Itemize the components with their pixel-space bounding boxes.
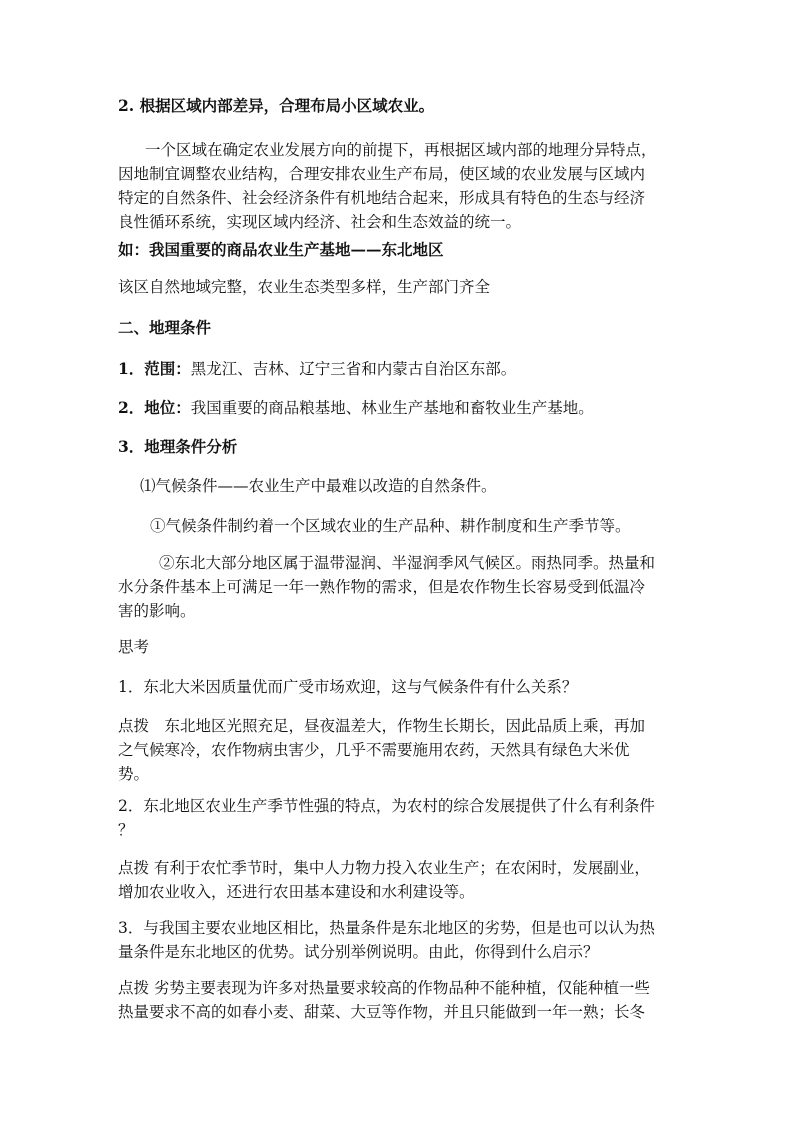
section2-line: 良性循环系统，实现区域内经济、社会和生态效益的统一。 [118, 213, 522, 231]
climate-point-2-line: 水分条件基本上可满足一年一熟作物的需求，但是农作物生长容易受到低温冷 [118, 578, 646, 596]
geo-conditions-heading: 二、地理条件 [118, 318, 212, 337]
analysis-heading: 3．地理条件分析 [118, 437, 238, 456]
section2-line: 因地制宜调整农业结构，合理安排农业生产布局，使区域的农业发展与区域内 [118, 165, 646, 183]
example-heading: 如：我国重要的商品农业生产基地——东北地区 [118, 240, 444, 259]
section2-heading: 2. 根据区域内部差异，合理布局小区域农业。 [118, 96, 435, 115]
answer-3-line: 热量要求不高的如春小麦、甜菜、大豆等作物，并且只能做到一年一熟；长冬 [118, 1003, 646, 1021]
answer-1-line: 势。 [118, 765, 150, 783]
answer-1-line: 之气候寒冷，农作物病虫害少，几乎不需要施用农药，天然具有绿色大米优 [118, 741, 630, 759]
section2-line: 特定的自然条件、社会经济条件有机地结合起来，形成具有特色的生态与经济 [118, 189, 646, 207]
example-intro: 该区自然地域完整，农业生态类型多样，生产部门齐全 [118, 278, 491, 296]
question-1: 1．东北大米因质量优而广受市场欢迎，这与气候条件有什么关系？ [118, 678, 578, 696]
question-3-line: 3．与我国主要农业地区相比，热量条件是东北地区的劣势，但是也可以认为热 [118, 919, 655, 937]
answer-2-line: 点拨 有利于农忙季节时，集中人力物力投入农业生产；在农闲时，发展副业， [118, 859, 650, 877]
scope-text: 黑龙江、吉林、辽宁三省和内蒙古自治区东部。 [190, 360, 517, 378]
think-label: 思考 [118, 638, 150, 656]
climate-point-1: ①气候条件制约着一个区域农业的生产品种、耕作制度和生产季节等。 [150, 517, 631, 535]
answer-3-line: 点拨 劣势主要表现为许多对热量要求较高的作物品种不能种植，仅能种植一些 [118, 979, 650, 997]
scope-label: 1．范围： [118, 359, 191, 378]
position-label: 2．地位： [118, 398, 191, 417]
answer-1-line: 点拨 东北地区光照充足，昼夜温差大，作物生长期长，因此品质上乘，再加 [118, 717, 646, 735]
question-2-line: ？ [118, 821, 134, 839]
climate-title: ⑴气候条件——农业生产中最难以改造的自然条件。 [140, 477, 497, 495]
answer-2-line: 增加农业收入，还进行农田基本建设和水利建设等。 [118, 883, 475, 901]
question-3-line: 量条件是东北地区的优势。试分别举例说明。由此，你得到什么启示？ [118, 943, 599, 961]
climate-point-2-line: 害的影响。 [118, 602, 196, 620]
position-item [118, 396, 594, 420]
question-2-line: 2．东北地区农业生产季节性强的特点，为农村的综合发展提供了什么有利条件 [118, 797, 655, 815]
climate-point-2-line: ②东北大部分地区属于温带湿润、半湿润季风气候区。雨热同季。热量和 [159, 554, 656, 572]
scope-item [118, 357, 516, 381]
position-text: 我国重要的商品粮基地、林业生产基地和畜牧业生产基地。 [190, 399, 594, 417]
section2-line: 一个区域在确定农业发展方向的前提下，再根据区域内部的地理分异特点， [145, 141, 657, 159]
